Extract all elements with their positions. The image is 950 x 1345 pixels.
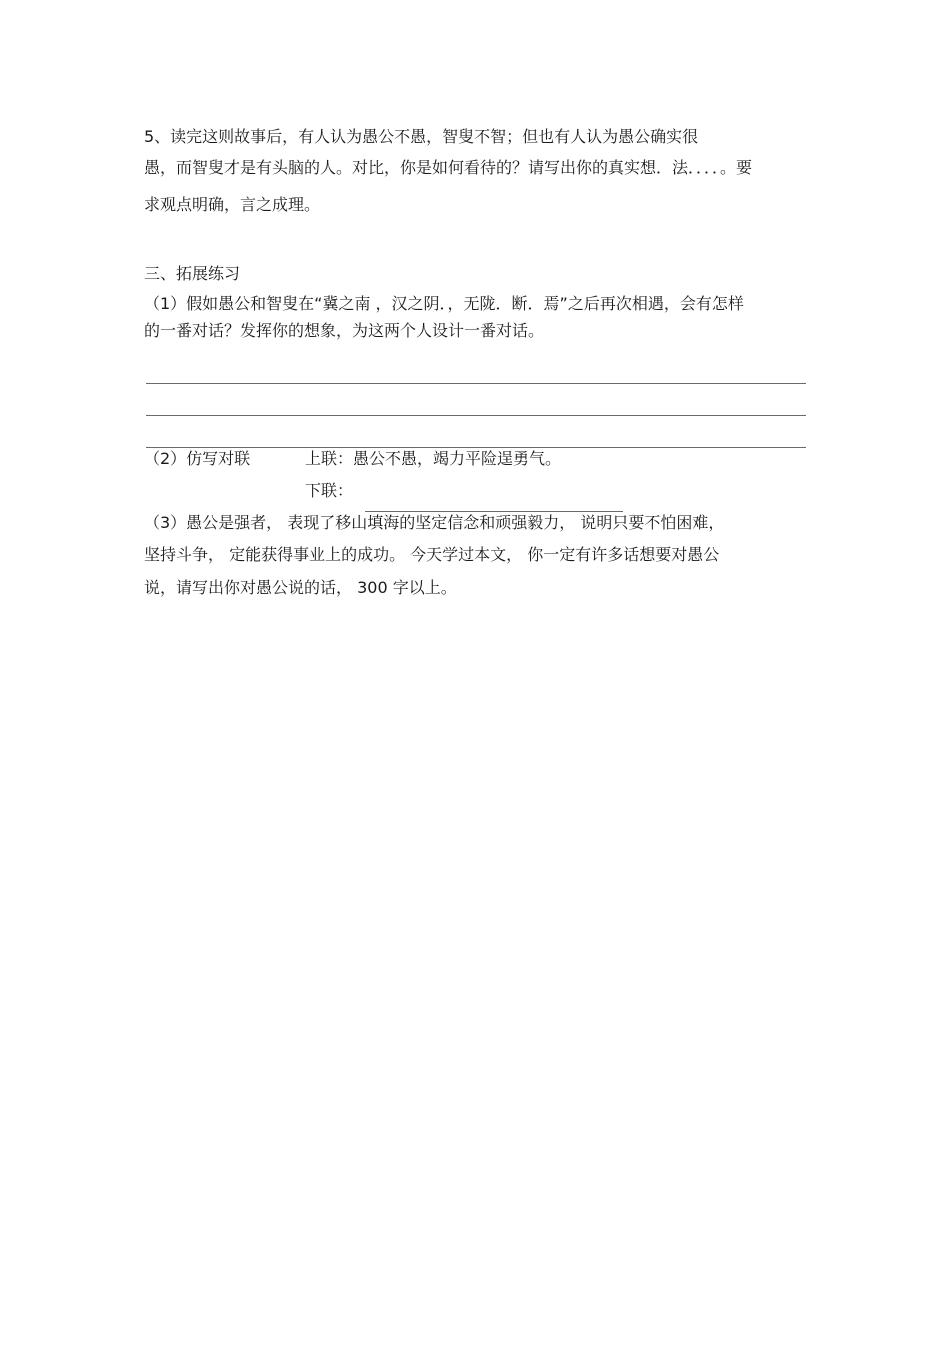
section-heading: 三、拓展练习 [144, 264, 241, 283]
q5-line-3: 求观点明确，言之成理。 [144, 195, 321, 214]
answer-line-1 [146, 383, 806, 384]
item3-line-3: 说，请写出你对愚公说的话， 300 字以上。 [144, 578, 457, 597]
answer-line-2 [146, 415, 806, 416]
item3-line-1: （3）愚公是强者， 表现了移山填海的坚定信念和顽强毅力， 说明只要不怕困难， [144, 513, 725, 532]
item1-line-1: （1）假如愚公和智叟在“冀之南 ，汉之阴．，无陇．断．焉”之后再次相遇，会有怎样 [144, 294, 744, 313]
couplet-upper: 上联：愚公不愚，竭力平险逞勇气。 [305, 449, 562, 468]
item3-line-2: 坚持斗争， 定能获得事业上的成功。 今天学过本文， 你一定有许多话想要对愚公 [144, 545, 720, 564]
answer-line-3 [146, 447, 806, 448]
couplet-lower: 下联： [305, 481, 354, 500]
q5-line-2: 愚，而智叟才是有头脑的人。对比，你是如何看待的？请写出你的真实想．法．．．．。要 [144, 158, 753, 177]
item2-label: （2）仿写对联 [144, 449, 251, 468]
q5-line-1: 5、读完这则故事后，有人认为愚公不愚，智叟不智；但也有人认为愚公确实很 [144, 127, 699, 146]
couplet-lower-blank [365, 511, 623, 512]
item1-line-2: 的一番对话？发挥你的想象，为这两个人设计一番对话。 [144, 321, 545, 340]
